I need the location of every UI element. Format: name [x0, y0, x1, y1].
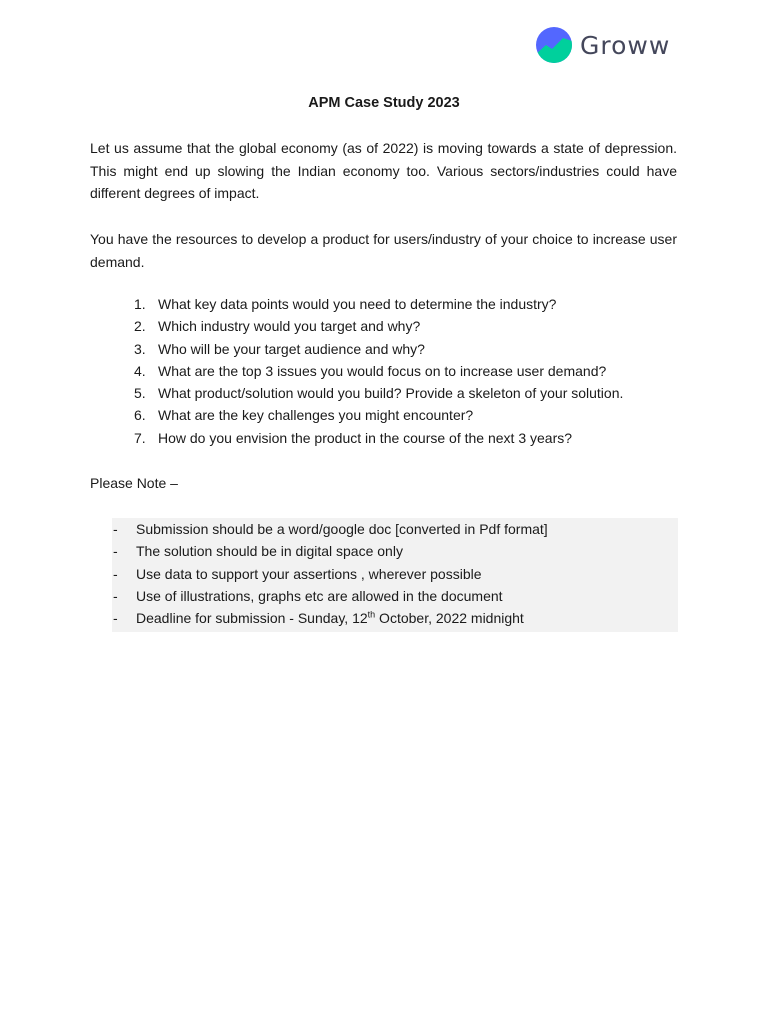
question-number: 2.: [134, 318, 146, 335]
note-bullet: -: [113, 565, 118, 582]
deadline-suffix: October, 2022 midnight: [375, 610, 524, 627]
note-text: The solution should be in digital space only: [136, 543, 403, 560]
resources-paragraph: You have the resources to develop a product for users/industry of your choice to increase user demand.: [90, 231, 677, 270]
note-text: Use data to support your assertions , wherever possible: [136, 565, 482, 582]
question-text: Who will be your target audience and why?: [158, 340, 425, 357]
question-item: [134, 315, 623, 337]
question-item: [134, 427, 623, 449]
note-bullet: -: [113, 587, 118, 604]
note-item: [112, 563, 678, 585]
question-item: [134, 382, 623, 404]
question-item: [134, 293, 623, 315]
note-text: Use of illustrations, graphs etc are allowed in the document: [136, 587, 503, 604]
notes-list: [112, 518, 678, 632]
question-text: What product/solution would you build? Provide a skeleton of your solution.: [158, 385, 624, 402]
question-number: 1.: [134, 296, 146, 312]
note-bullet: -: [113, 610, 118, 627]
question-item: [134, 338, 623, 360]
note-label: Please Note –: [90, 475, 178, 491]
question-item: [134, 360, 623, 382]
question-text: What key data points would you need to determine the industry?: [158, 296, 557, 312]
questions-list: [134, 293, 623, 449]
note-item: [112, 518, 678, 540]
question-text: Which industry would you target and why?: [158, 318, 421, 335]
question-text: How do you envision the product in the course of the next 3 years?: [158, 429, 573, 446]
groww-logo: [536, 23, 676, 67]
deadline-ordinal: th: [367, 609, 376, 620]
note-text: Submission should be a word/google doc [converted in Pdf format]: [136, 521, 548, 537]
page-title: APM Case Study 2023: [308, 95, 460, 111]
question-number: 3.: [134, 340, 146, 357]
question-text: What are the key challenges you might encounter?: [158, 407, 474, 424]
question-number: 7.: [134, 429, 146, 446]
question-number: 6.: [134, 407, 146, 424]
note-bullet: -: [113, 543, 118, 560]
deadline-text: [136, 607, 524, 629]
groww-logo-icon: [536, 27, 572, 63]
logo-wordmark: Groww: [580, 30, 671, 60]
question-number: 5.: [134, 385, 146, 402]
note-bullet: -: [113, 521, 118, 537]
intro-paragraph: Let us assume that the global economy (as of 2022) is moving towards a state of depression. This might end up slowing the Indian economy too. Various sectors/industries could have different degrees of impact.: [90, 140, 677, 201]
question-text: What are the top 3 issues you would focus on to increase user demand?: [158, 362, 607, 379]
note-item: [112, 585, 678, 607]
note-item-deadline: [112, 607, 678, 629]
deadline-prefix: Deadline for submission - Sunday, 12: [136, 610, 368, 627]
question-number: 4.: [134, 362, 146, 379]
note-item: [112, 540, 678, 562]
question-item: [134, 404, 623, 426]
